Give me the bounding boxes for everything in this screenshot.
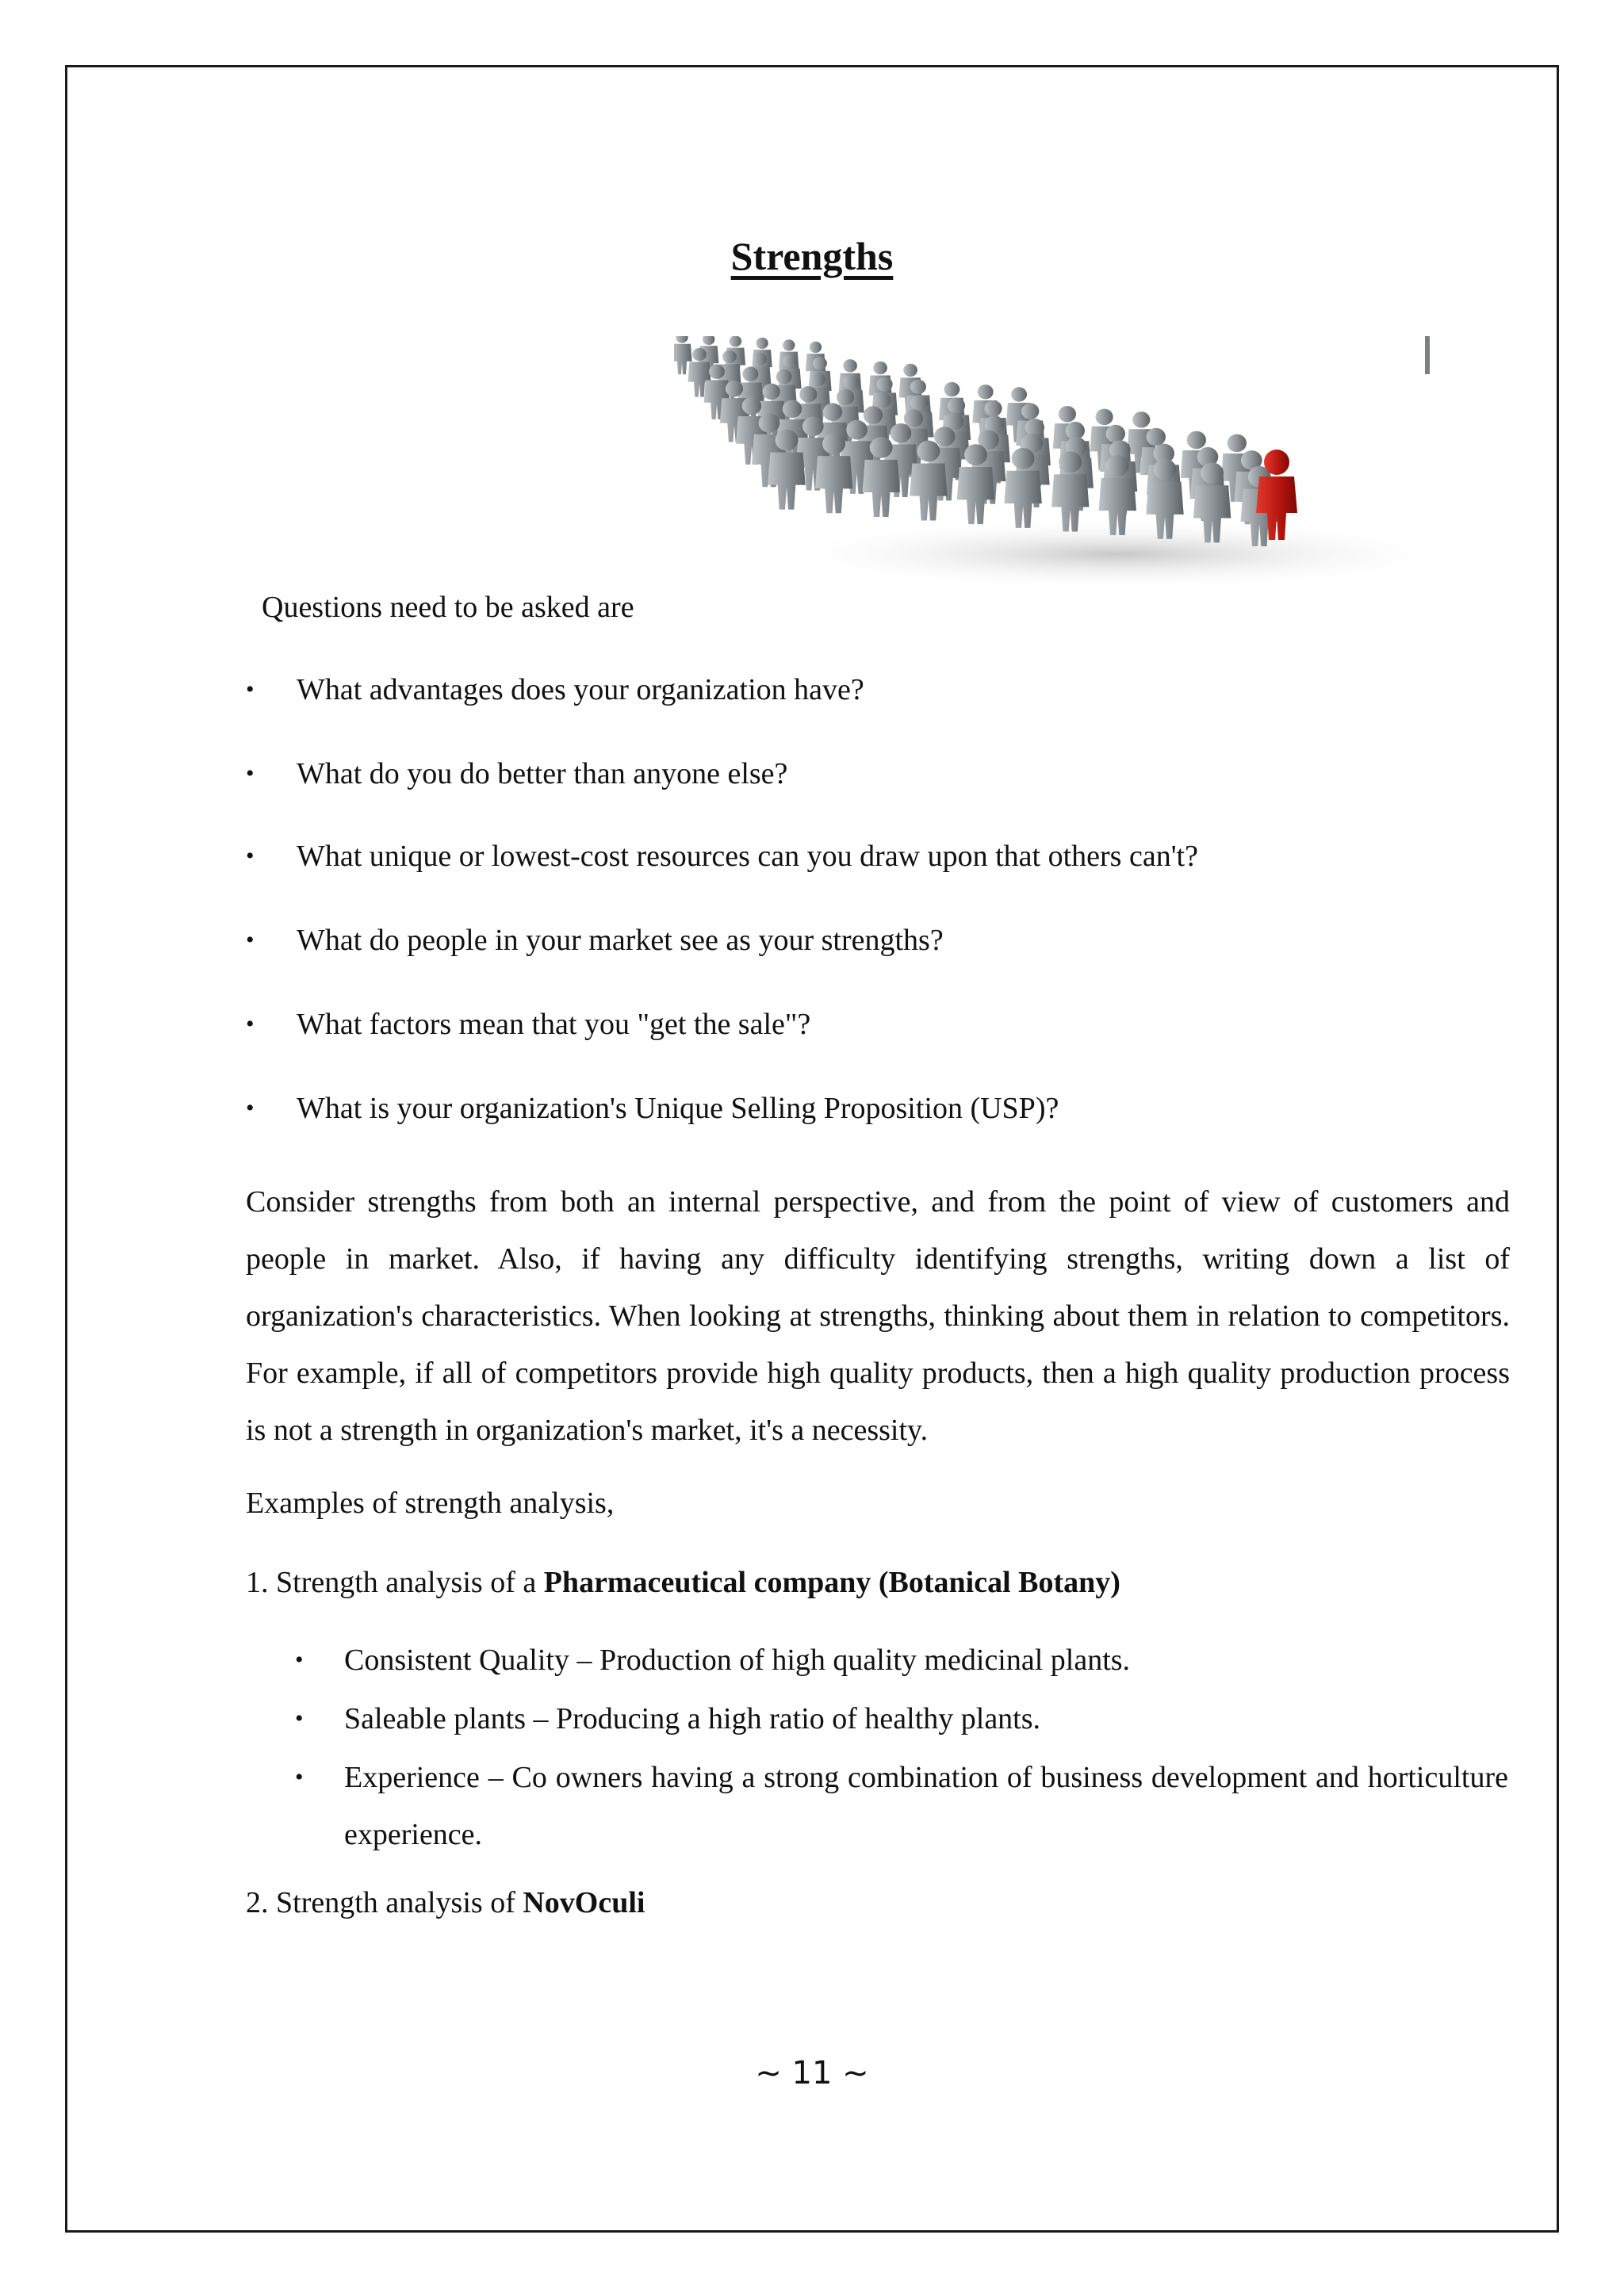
page-title: Strengths	[730, 234, 894, 278]
example-1-item-text: Saleable plants – Producing a high ratio of healthy plants.	[344, 1702, 1041, 1735]
bullet-icon: •	[246, 676, 255, 702]
bullet-icon: •	[246, 760, 255, 786]
question-text: What is your organization's Unique Selling Proposition (USP)?	[297, 1092, 1059, 1125]
example-1-item	[295, 1749, 1508, 1863]
example-1-prefix: 1. Strength analysis of a	[246, 1566, 544, 1599]
example-1-item	[295, 1632, 1508, 1689]
example-1-item	[295, 1690, 1508, 1747]
question-text: What do people in your market see as your strengths?	[297, 924, 944, 957]
examples-heading: Examples of strength analysis,	[246, 1487, 615, 1520]
bullet-icon: •	[246, 843, 255, 869]
bullet-icon: •	[295, 1705, 304, 1732]
example-1-item-text: Consistent Quality – Production of high quality medicinal plants.	[344, 1644, 1131, 1677]
example-1-heading	[246, 1563, 1120, 1601]
body-paragraph: Consider strengths from both an internal perspective, and from the point of view of customers and people in market. Also, if having any difficulty identifying strengths, writing down a list of organization's characteristics. When looking at strengths, thinking about them in relation to competitors. For example, if all of competitors provide high quality products, then a high quality production process is not a strength in organization's market, it's a necessity.	[246, 1185, 1510, 1447]
example-1-company: Pharmaceutical company (Botanical Botany)	[543, 1566, 1120, 1599]
example-1-item-text: Experience – Co owners having a strong combination of business development and horticulture experience.	[344, 1761, 1508, 1851]
crowd-illustration	[674, 336, 1431, 590]
intro-text: Questions need to be asked are	[262, 591, 634, 624]
bullet-icon: •	[246, 1095, 255, 1121]
question-text: What factors mean that you "get the sale"?	[297, 1008, 811, 1041]
question-text: What unique or lowest-cost resources can you draw upon that others can't?	[297, 840, 1198, 873]
example-2-company: NovOculi	[523, 1886, 645, 1919]
page-number: ~ 11 ~	[755, 2055, 869, 2091]
bullet-icon: •	[246, 1011, 255, 1037]
bullet-icon: •	[295, 1647, 304, 1673]
example-2-heading	[246, 1884, 645, 1922]
example-2-prefix: 2. Strength analysis of	[246, 1886, 523, 1919]
question-text: What do you do better than anyone else?	[297, 757, 788, 790]
bullet-icon: •	[246, 927, 255, 953]
crowd-figures	[674, 336, 1278, 546]
bullet-icon: •	[295, 1764, 304, 1790]
question-text: What advantages does your organization have?	[297, 673, 864, 706]
